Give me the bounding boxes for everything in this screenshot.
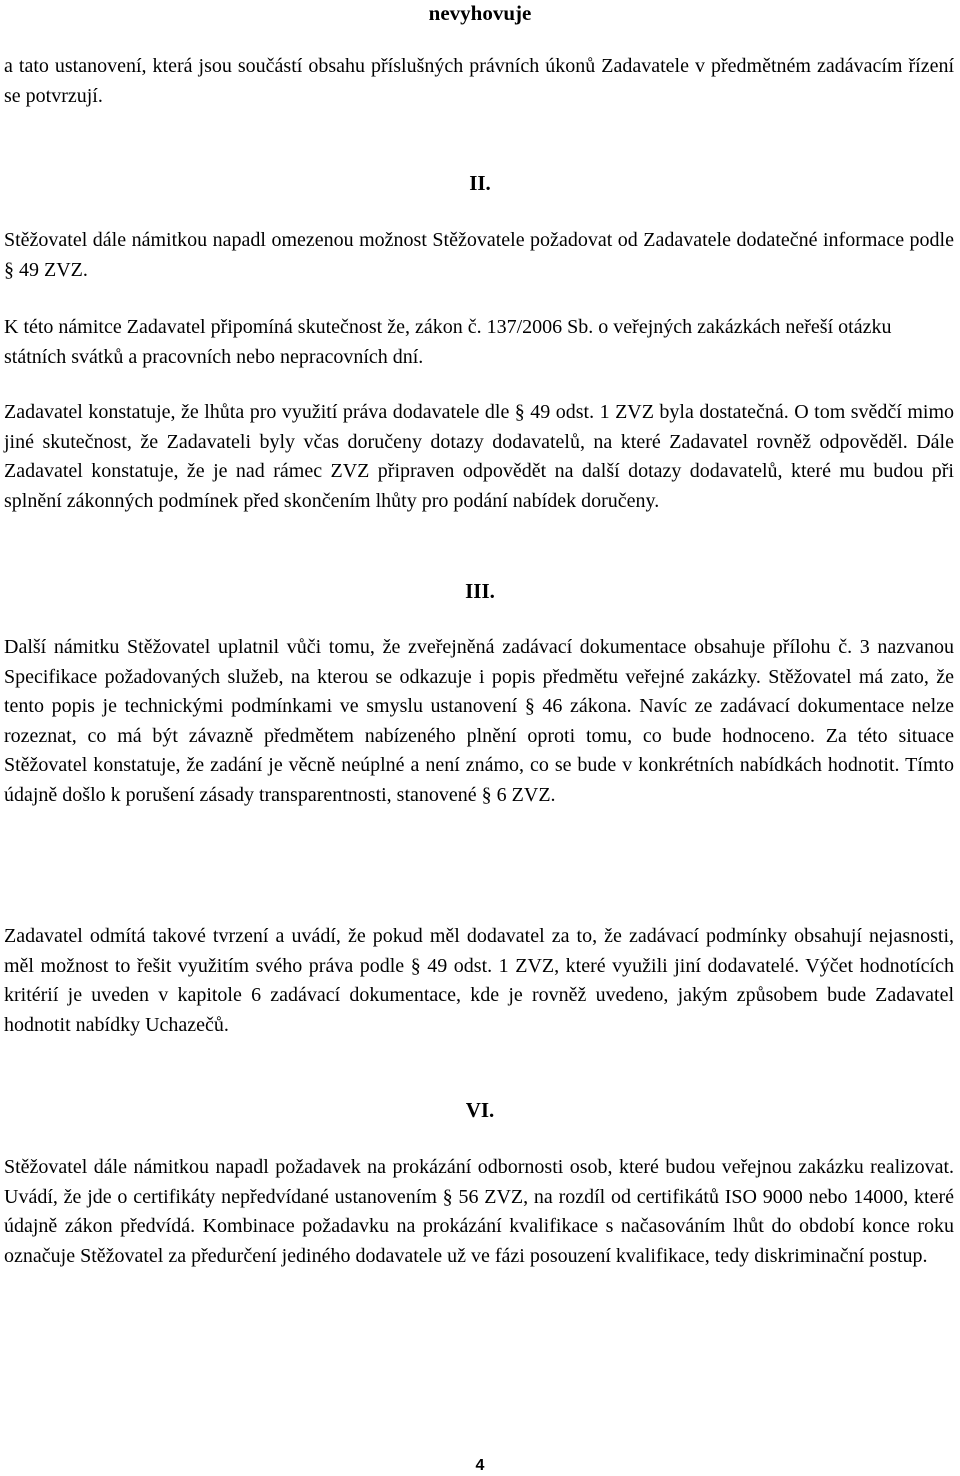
section-heading-iii: III. — [465, 579, 495, 603]
verdict-heading: nevyhovuje — [428, 1, 532, 25]
paragraph-deadline-sufficient: Zadavatel konstatuje, že lhůta pro využití práva dodavatele dle § 49 odst. 1 ZVZ byla dostatečná. O tom svědčí mimo jiné skutečnost, že Zadavateli byly včas doručeny dotazy dodavatelů, na které Zadavatel rovněž odpověděl. Dále Zadavatel konstatuje, že je nad rámec ZVZ připraven odpovědět na další dotazy dodavatelů, které mu budou při splnění zákonných podmínek před skončením lhůty pro podání nabídek doručeny. — [4, 401, 954, 512]
paragraph-contracting-authority-response: Zadavatel odmítá takové tvrzení a uvádí, že pokud měl dodavatel za to, že zadávací podmínky obsahují nejasnosti, měl možnost to řešit využitím svého práva podle § 49 odst. 1 ZVZ, které využili jiní dodavatelé. Výčet hodnotících kritérií je uveden v kapitole 6 zadávací dokumentace, kde je rovněž uvedeno, jakým způsobem bude Zadavatel hodnotit nabídky Uchazečů. — [4, 925, 954, 1036]
paragraph-holidays-note: K této námitce Zadavatel připomíná skutečnost že, zákon č. 137/2006 Sb. o veřejných zakázkách neřeší otázku státních svátků a pracovních nebo nepracovních dní. — [4, 316, 892, 368]
section-heading-ii: II. — [469, 171, 491, 195]
paragraph-confirmation: a tato ustanovení, která jsou součástí obsahu příslušných právních úkonů Zadavatele v předmětném zadávacím řízení se potvrzují. — [4, 55, 954, 107]
page-number: 4 — [475, 1457, 485, 1474]
paragraph-expertise-requirement: Stěžovatel dále námitkou napadl požadavek na prokázání odbornosti osob, které budou veřejnou zakázku realizovat. Uvádí, že jde o certifikáty nepředvídané ustanovením § 56 ZVZ, na rozdíl od certifikátů ISO 9000 nebo 14000, které údajně zákon předvídá. Kombinace požadavku na prokázání kvalifikace s načasováním lhůt do období konce roku označuje Stěžovatel za předurčení jediného dodavatele už ve fázi posouzení kvalifikace, tedy diskriminační postup. — [4, 1156, 954, 1267]
section-heading-vi: VI. — [465, 1098, 495, 1122]
paragraph-technical-conditions: Další námitku Stěžovatel uplatnil vůči tomu, že zveřejněná zadávací dokumentace obsahuje přílohu č. 3 nazvanou Specifikace požadovaných služeb, na kterou se odkazuje i popis předmětu veřejné zakázky. Stěžovatel má zato, že tento popis je technickými podmínkami ve smyslu ustanovení § 46 zákona. Navíc ze zadávací dokumentace nelze rozeznat, co má být závazně předmětem nabízeného plnění oproti tomu, co bude hodnoceno. Za této situace Stěžovatel konstatuje, že zadání je věcně neúplné a není známo, co se bude v konkrétních nabídkách hodnotit. Tímto údajně došlo k porušení zásady transparentnosti, stanovené § 6 ZVZ. — [4, 636, 954, 806]
paragraph-objection-information: Stěžovatel dále námitkou napadl omezenou možnost Stěžovatele požadovat od Zadavatele dodatečné informace podle § 49 ZVZ. — [4, 229, 954, 281]
